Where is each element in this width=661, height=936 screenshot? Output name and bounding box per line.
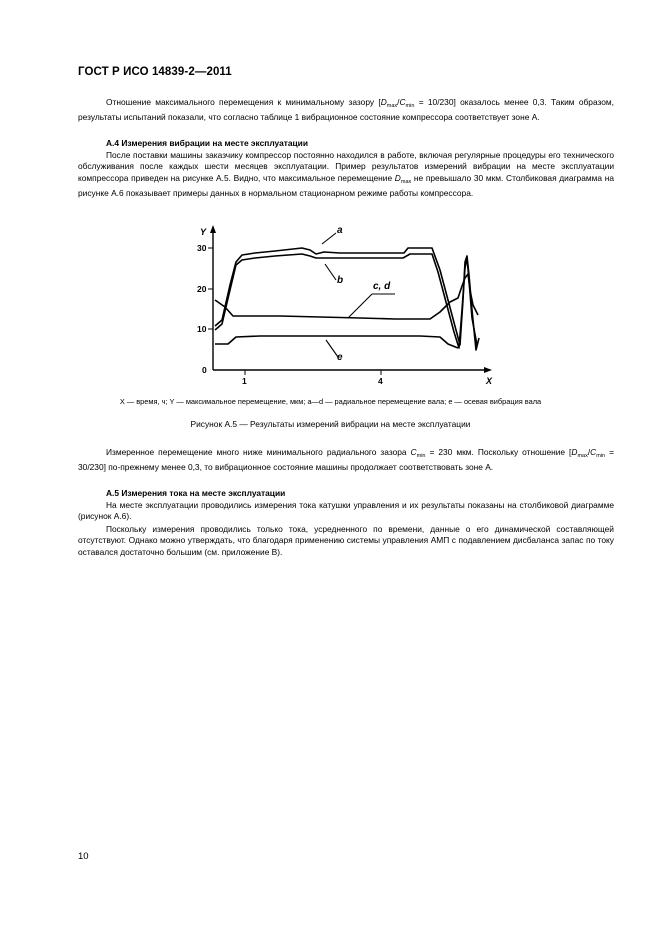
curve-e: [215, 336, 458, 348]
x-axis-label: X: [486, 376, 493, 386]
figure-caption: X — время, ч; Y — максимальное перемещение, мкм; a—d — радиальное перемещение вала; e — осевая вибрация вала: [119, 397, 542, 406]
x-tick-4: 4: [378, 376, 383, 386]
figure-title: Рисунок А.5 — Результаты измерений вибрации на месте эксплуатации: [190, 419, 471, 429]
paragraph-a5-2: Поскольку измерения проводились только тока, усредненного по времени, данные о его динамической составляющей отсутствуют. Однако можно утверждать, что благодаря применению системы управления АМП с подавлением дисбаланса запас по току оставался достаточно большим (см. приложение В).: [78, 524, 614, 557]
paragraph-ratio: Отношение максимального перемещения к минимальному зазору $[D_{max}/C_{min} = 10/230]$ оказалось менее 0,3. Таким образом, результаты испытаний показали, что согласно таблице 1 вибрационное состояние компрессора соответствует зоне А.: [78, 97, 614, 123]
y-axis-label: Y: [200, 227, 207, 237]
label-b: b: [337, 275, 344, 286]
page-number: 10: [78, 851, 89, 862]
document-header: ГОСТ Р ИСО 14839-2—2011: [78, 66, 232, 78]
y-tick-0: 0: [202, 365, 207, 375]
section-a5-title: А.5 Измерения тока на месте эксплуатации: [106, 488, 286, 498]
paragraph-measured: Измеренное перемещение много ниже минимального радиального зазора $C_{min} = 230$ мкм. Поскольку отношение $[D_{max}/C_{min} = 30/230]$ по-прежнему менее 0,3, то вибрационное состояние машины продолжает соответствовать зоне А.: [78, 447, 614, 473]
paragraph-a5-1: На месте эксплуатации проводились измерения тока катушки управления и их результаты показаны на столбиковой диаграмме (рисунок А.6).: [78, 500, 614, 522]
y-tick-10: 10: [197, 324, 207, 334]
label-e: e: [337, 352, 343, 363]
paragraph-a4: После поставки машины заказчику компрессор постоянно находился в работе, включая регулярные процедуры его технического обслуживания после каждых шести месяцев эксплуатации. Пример результатов измерений вибрации на месте эксплуатации компрессора приведен на рисунке А.5. Видно, что максимальное перемещение $D_{max}$ не превышало 30 мкм. Столбиковая диаграмма на рисунке А.6 показывает примеры данных в нормальном стационарном режиме работы компрессора.: [78, 150, 614, 199]
curve-b: [215, 254, 477, 348]
y-tick-20: 20: [197, 284, 207, 294]
x-tick-1: 1: [242, 376, 247, 386]
label-cd: c, d: [373, 281, 391, 292]
curve-cd: [215, 274, 478, 319]
section-a4-title: А.4 Измерения вибрации на месте эксплуатации: [106, 138, 308, 148]
curve-a: [215, 248, 479, 350]
figure-a5-plot: [185, 215, 505, 390]
label-a: a: [337, 225, 343, 236]
y-tick-30: 30: [197, 243, 207, 253]
